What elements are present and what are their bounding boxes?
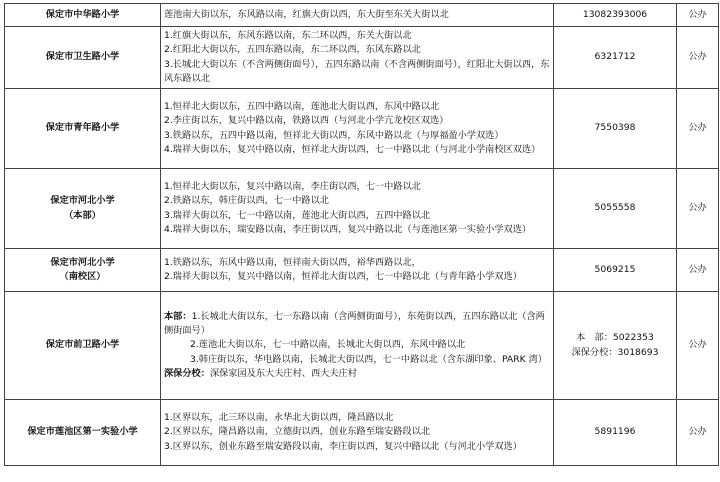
type-cell: [677, 400, 719, 466]
school-district-table: [4, 3, 719, 466]
phone-cell: [554, 249, 677, 292]
district-line: 3.长城北大街以东（不含两侧街面号），五四东路以南（不含两侧街面号），红阳北大街以西，东风东路以北: [164, 58, 550, 84]
district-line: 1.恒祥北大街以东，五四中路以南，莲池北大街以西，东风中路以北: [164, 101, 440, 113]
table-row: [5, 89, 719, 169]
district-cell: [161, 400, 554, 466]
table-row: [5, 400, 719, 466]
district-line: 1.区界以东，北三环以南，永华北大街以西，隆昌路以北: [164, 412, 394, 424]
type-cell: [677, 27, 719, 89]
phone-cell: [554, 89, 677, 169]
phone-number: 本 部：5022353: [576, 332, 654, 344]
branch-campus-label: 深保分校：: [164, 367, 210, 379]
school-type: 公办: [688, 122, 707, 134]
type-cell: [677, 89, 719, 169]
type-cell: [677, 169, 719, 249]
table-row: [5, 249, 719, 292]
school-type: 公办: [688, 51, 707, 63]
phone-cell: [554, 292, 677, 400]
district-line: 莲池南大街以东，东风路以南，红旗大街以西，东大街至东关大街以北: [164, 8, 449, 20]
district-cell: [161, 89, 554, 169]
phone-cell: [554, 4, 677, 27]
district-cell: [161, 292, 554, 400]
district-line: 1.长城北大街以东，七一东路以南（含两侧街面号），东苑街以西，五四东路以北（含两侧街面号）: [164, 310, 545, 337]
district-line: 3.韩庄街以东，华电路以南，长城北大街以西，七一中路以北（含东湖印象、PARK 湾）: [190, 353, 547, 365]
district-line: 4.瑞祥大街以东，复兴中路以南，恒祥北大街以西，七一中路以北（与河北小学南校区双选）: [164, 143, 541, 155]
table-row: [5, 169, 719, 249]
school-name: 保定市河北小学: [50, 195, 115, 207]
school-name: 保定市河北小学: [50, 256, 115, 268]
school-campus: （本部）: [64, 209, 101, 221]
district-line: 3.区界以东，创业东路至瑞安路段以南，李庄街以西，复兴中路以北（与河北小学双选）: [164, 440, 522, 452]
type-cell: [677, 249, 719, 292]
district-line: 2.李庄街以东，复兴中路以南，铁路以西（与河北小学亢龙校区双选）: [164, 115, 449, 127]
district-main-section: [164, 310, 550, 338]
school-name-cell: [5, 400, 161, 466]
main-campus-label: 本部：: [164, 310, 192, 322]
school-name: 保定市莲池区第一实验小学: [27, 426, 138, 438]
school-type: 公办: [688, 8, 707, 20]
table-row: [5, 4, 719, 27]
district-line: 3.瑞祥大街以东，七一中路以南，莲池北大街以西，五四中路以北: [164, 209, 431, 221]
table-row: [5, 292, 719, 400]
school-type: 公办: [688, 339, 707, 351]
phone-number: 5055558: [594, 202, 636, 214]
district-line: 2.莲池北大街以东，七一中路以南，长城北大街以西，东风中路以北: [190, 339, 466, 351]
school-name-cell: [5, 249, 161, 292]
district-line: 2.红阳北大街以东，五四东路以南，东二环以西，东风东路以北: [164, 44, 421, 56]
type-cell: [677, 292, 719, 400]
phone-cell: [554, 27, 677, 89]
school-name-cell: [5, 169, 161, 249]
district-branch-section: [164, 367, 550, 381]
district-cell: [161, 249, 554, 292]
school-type: 公办: [688, 202, 707, 214]
type-cell: [677, 4, 719, 27]
school-name-cell: [5, 89, 161, 169]
district-cell: [161, 27, 554, 89]
school-name: 保定市青年路小学: [45, 122, 120, 134]
phone-cell: [554, 400, 677, 466]
district-line: 1.恒祥北大街以东，复兴中路以南，李庄街以西，七一中路以北: [164, 181, 421, 193]
district-line: 1.红旗大街以东，东风东路以南，东二环以西，东关大街以北: [164, 30, 412, 42]
district-cell: [161, 4, 554, 27]
phone-number: 5069215: [594, 263, 636, 275]
phone-cell: [554, 169, 677, 249]
school-type: 公办: [688, 426, 707, 438]
district-line: 2.铁路以东，韩庄街以西，七一中路以北: [164, 195, 329, 207]
school-type: 公办: [688, 263, 707, 275]
school-name-cell: [5, 292, 161, 400]
phone-number: 深保分校：3018693: [571, 346, 659, 358]
district-line: 1.铁路以东，东风中路以南，恒祥南大街以西，裕华西路以北，: [164, 256, 421, 268]
phone-number: 6321712: [594, 51, 636, 63]
district-line: 深保家园及东大夫庄村、西大夫庄村: [209, 367, 357, 379]
school-name: 保定市卫生路小学: [45, 51, 120, 63]
district-cell: [161, 169, 554, 249]
table-row: [5, 27, 719, 89]
district-line: 3.铁路以东，五四中路以南，恒祥北大街以西，东风中路以北（与厚福盈小学双选）: [164, 129, 504, 141]
school-campus: （南校区）: [59, 271, 106, 282]
school-name: 保定市中华路小学: [45, 8, 120, 20]
school-name-cell: [5, 27, 161, 89]
phone-number: 7550398: [594, 122, 636, 134]
district-line: 4.瑞祥大街以东，瑞安路以南，李庄街以西，复兴中路以北（与莲池区第一实验小学双选）: [164, 223, 532, 235]
district-line: 2.区界以东，隆昌路以南，立德街以西，创业东路至瑞安路段以北: [164, 426, 431, 438]
phone-number: 5891196: [594, 426, 636, 438]
phone-number: 13082393006: [582, 8, 648, 20]
school-name-cell: [5, 4, 161, 27]
school-name: 保定市前卫路小学: [45, 339, 120, 351]
district-line: 2.瑞祥大街以东，复兴中路以南，恒祥北大街以西，七一中路以北（与青年路小学双选）: [164, 271, 522, 282]
